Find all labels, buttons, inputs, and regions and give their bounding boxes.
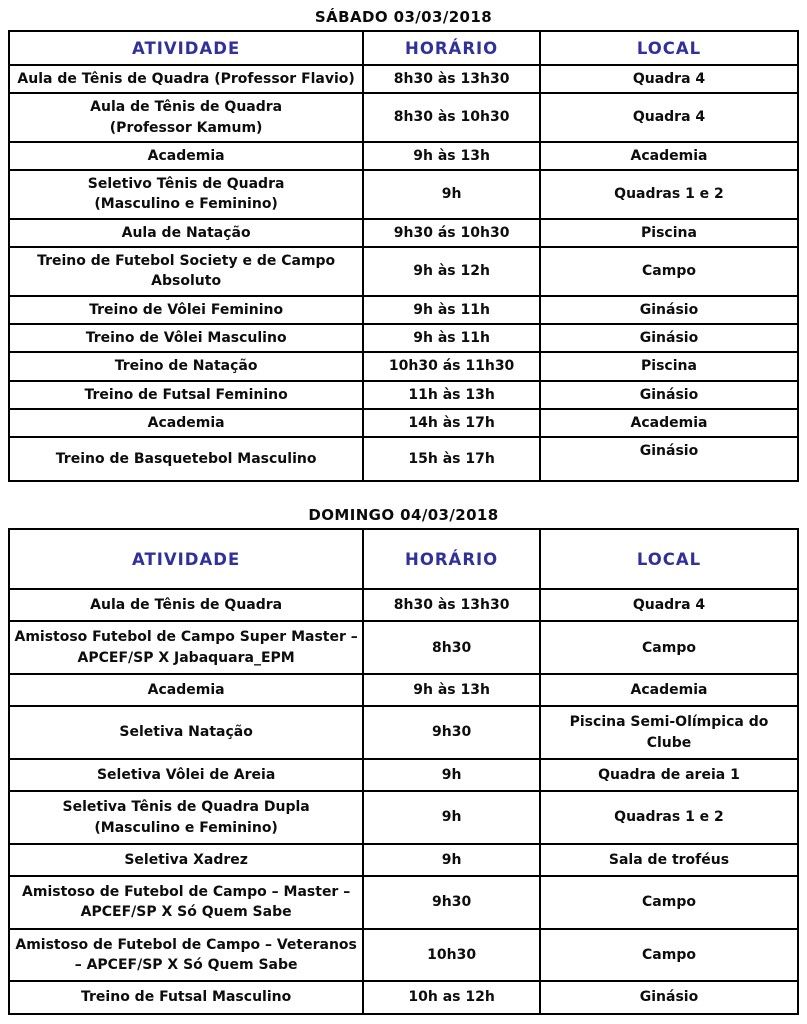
location-cell: Quadra 4 — [540, 93, 798, 142]
table-row — [9, 929, 798, 982]
activity-cell: Treino de Futebol Society e de Campo Absoluto — [9, 247, 363, 296]
saturday-schedule-table — [8, 30, 799, 482]
location-cell: Ginásio — [540, 381, 798, 409]
location-cell: Ginásio — [540, 296, 798, 324]
table-row — [9, 93, 798, 142]
location-cell: Quadras 1 e 2 — [540, 791, 798, 844]
activity-cell: Aula de Tênis de Quadra (Professor Flavio) — [9, 65, 363, 93]
sunday-schedule-section — [0, 506, 807, 1014]
location-cell: Academia — [540, 409, 798, 437]
activity-cell: Treino de Futsal Masculino — [9, 981, 363, 1013]
activity-cell: Treino de Vôlei Feminino — [9, 296, 363, 324]
time-cell: 15h às 17h — [363, 437, 540, 481]
saturday-table-title: SÁBADO 03/03/2018 — [314, 8, 493, 26]
table-row — [9, 981, 798, 1013]
table-row — [9, 142, 798, 170]
activity-cell: Seletiva Vôlei de Areia — [9, 759, 363, 791]
activity-cell: Seletiva Tênis de Quadra Dupla (Masculino e Feminino) — [9, 791, 363, 844]
time-cell: 9h30 — [363, 706, 540, 759]
sunday-table-body — [9, 589, 798, 1013]
table-row — [9, 844, 798, 876]
time-cell: 14h às 17h — [363, 409, 540, 437]
activity-cell: Amistoso Futebol de Campo Super Master – APCEF/SP X Jabaquara_EPM — [9, 621, 363, 674]
location-cell: Ginásio — [540, 437, 798, 481]
time-cell: 9h — [363, 759, 540, 791]
activity-cell: Academia — [9, 674, 363, 706]
time-cell: 9h30 ás 10h30 — [363, 219, 540, 247]
table-row — [9, 791, 798, 844]
location-cell: Campo — [540, 247, 798, 296]
saturday-table-header — [9, 31, 798, 65]
time-cell: 11h às 13h — [363, 381, 540, 409]
sunday-schedule-table — [8, 528, 799, 1014]
activity-cell: Aula de Tênis de Quadra — [9, 589, 363, 621]
time-cell: 8h30 às 13h30 — [363, 589, 540, 621]
table-row — [9, 674, 798, 706]
time-cell: 10h30 ás 11h30 — [363, 352, 540, 380]
table-row — [9, 65, 798, 93]
location-cell: Quadra 4 — [540, 65, 798, 93]
table-row — [9, 381, 798, 409]
table-row — [9, 219, 798, 247]
column-header-atividade: ATIVIDADE — [9, 31, 363, 65]
location-cell: Academia — [540, 142, 798, 170]
saturday-schedule-section — [0, 8, 807, 482]
table-row — [9, 296, 798, 324]
time-cell: 10h30 — [363, 929, 540, 982]
table-row — [9, 437, 798, 481]
activity-cell: Treino de Futsal Feminino — [9, 381, 363, 409]
table-row — [9, 621, 798, 674]
time-cell: 8h30 — [363, 621, 540, 674]
saturday-table-body — [9, 65, 798, 481]
time-cell: 9h — [363, 170, 540, 219]
location-cell: Piscina Semi-Olímpica do Clube — [540, 706, 798, 759]
location-cell: Piscina — [540, 352, 798, 380]
activity-cell: Amistoso de Futebol de Campo – Veteranos – APCEF/SP X Só Quem Sabe — [9, 929, 363, 982]
location-cell: Ginásio — [540, 981, 798, 1013]
activity-cell: Aula de Tênis de Quadra (Professor Kamum) — [9, 93, 363, 142]
time-cell: 9h às 13h — [363, 142, 540, 170]
table-row — [9, 876, 798, 929]
column-header-horario: HORÁRIO — [363, 31, 540, 65]
location-cell: Academia — [540, 674, 798, 706]
table-row — [9, 759, 798, 791]
table-row — [9, 352, 798, 380]
location-cell: Campo — [540, 876, 798, 929]
table-row — [9, 170, 798, 219]
time-cell: 9h às 13h — [363, 674, 540, 706]
location-cell: Sala de troféus — [540, 844, 798, 876]
time-cell: 10h as 12h — [363, 981, 540, 1013]
table-row — [9, 409, 798, 437]
location-cell: Ginásio — [540, 324, 798, 352]
column-header-atividade: ATIVIDADE — [9, 529, 363, 589]
location-cell: Campo — [540, 929, 798, 982]
activity-cell: Academia — [9, 142, 363, 170]
activity-cell: Treino de Basquetebol Masculino — [9, 437, 363, 481]
column-header-local: LOCAL — [540, 529, 798, 589]
activity-cell: Academia — [9, 409, 363, 437]
location-cell: Quadra de areia 1 — [540, 759, 798, 791]
sunday-table-header — [9, 529, 798, 589]
activity-cell: Treino de Vôlei Masculino — [9, 324, 363, 352]
header-row — [9, 529, 798, 589]
location-cell: Quadra 4 — [540, 589, 798, 621]
location-cell: Campo — [540, 621, 798, 674]
table-row — [9, 589, 798, 621]
column-header-local: LOCAL — [540, 31, 798, 65]
activity-cell: Seletiva Natação — [9, 706, 363, 759]
time-cell: 9h às 11h — [363, 296, 540, 324]
activity-cell: Treino de Natação — [9, 352, 363, 380]
table-row — [9, 247, 798, 296]
time-cell: 8h30 às 13h30 — [363, 65, 540, 93]
time-cell: 9h — [363, 791, 540, 844]
column-header-horario: HORÁRIO — [363, 529, 540, 589]
sunday-table-title: DOMINGO 04/03/2018 — [308, 506, 499, 525]
location-cell: Piscina — [540, 219, 798, 247]
location-cell: Quadras 1 e 2 — [540, 170, 798, 219]
activity-cell: Seletivo Tênis de Quadra (Masculino e Feminino) — [9, 170, 363, 219]
table-row — [9, 324, 798, 352]
table-row — [9, 706, 798, 759]
header-row — [9, 31, 798, 65]
time-cell: 9h às 11h — [363, 324, 540, 352]
time-cell: 8h30 às 10h30 — [363, 93, 540, 142]
activity-cell: Aula de Natação — [9, 219, 363, 247]
time-cell: 9h às 12h — [363, 247, 540, 296]
activity-cell: Seletiva Xadrez — [9, 844, 363, 876]
time-cell: 9h — [363, 844, 540, 876]
activity-cell: Amistoso de Futebol de Campo – Master – APCEF/SP X Só Quem Sabe — [9, 876, 363, 929]
time-cell: 9h30 — [363, 876, 540, 929]
